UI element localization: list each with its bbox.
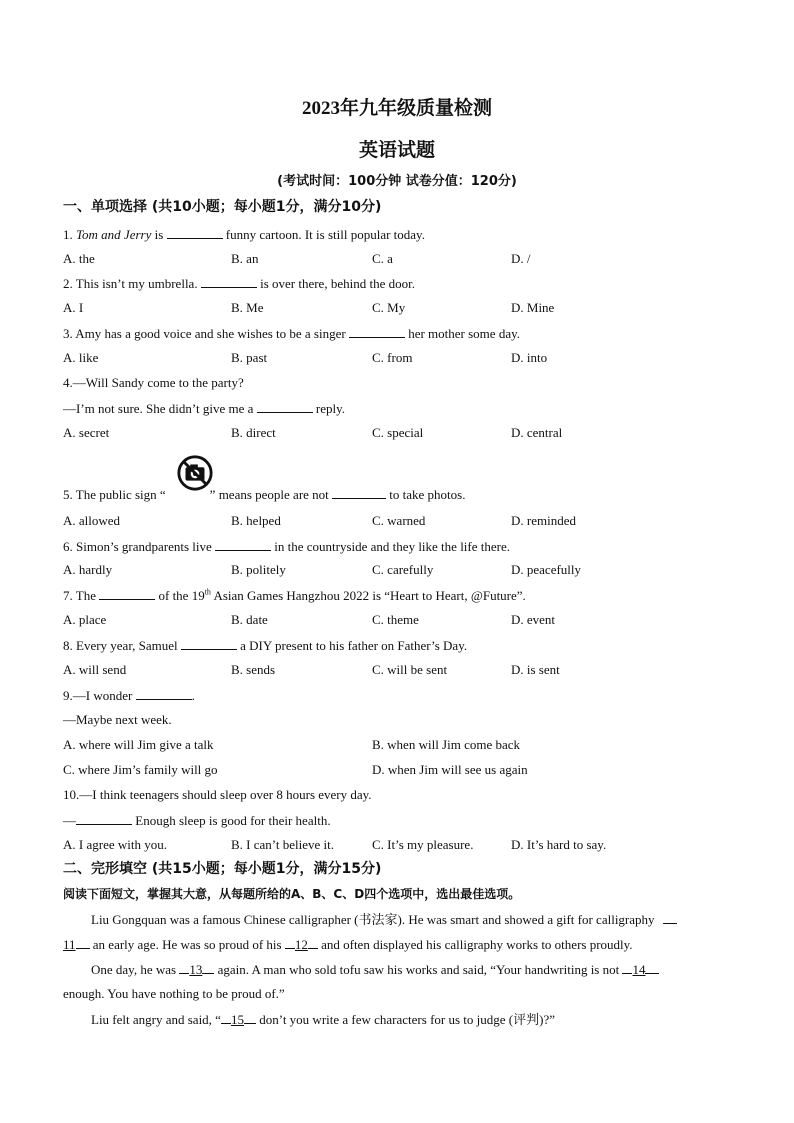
answer-blank <box>181 637 237 650</box>
answer-blank <box>663 911 677 924</box>
blank-12: 12 <box>294 937 308 952</box>
q9-option-d: D. when Jim will see us again <box>372 762 528 777</box>
q9-option-a: A. where will Jim give a talk <box>63 737 214 752</box>
blank-14: 14 <box>632 962 646 977</box>
q5-option-c: C. warned <box>372 513 426 528</box>
blank-15: 15 <box>230 1012 244 1027</box>
q2-option-c: C. My <box>372 300 406 315</box>
q10-option-b: B. I can’t believe it. <box>231 837 335 852</box>
q3-option-b: B. past <box>231 350 268 365</box>
q10-option-d: D. It’s hard to say. <box>511 837 607 852</box>
q5-option-d: D. reminded <box>511 513 576 528</box>
q9-option-b: B. when will Jim come back <box>372 737 521 752</box>
q6-option-c: C. carefully <box>372 562 434 577</box>
question-1: 1. Tom and Jerry is funny cartoon. It is still popular today. <box>63 227 425 242</box>
q1-option-d: D. / <box>511 251 531 266</box>
answer-blank <box>332 486 386 499</box>
q10-option-c: C. It’s my pleasure. <box>372 837 474 852</box>
question-4-line1: 4.—Will Sandy come to the party? <box>63 375 244 390</box>
question-10-line1: 10.—I think teenagers should sleep over 8 hours every day. <box>63 787 372 802</box>
q1-option-a: A. the <box>63 251 95 266</box>
q4-option-a: A. secret <box>63 425 110 440</box>
q2-option-d: D. Mine <box>511 300 555 315</box>
answer-blank <box>136 687 192 700</box>
q3-option-a: A. like <box>63 350 99 365</box>
exam-info: (考试时间：100分钟 试卷分值：120分) <box>277 174 517 189</box>
section2-instruction: 阅读下面短文，掌握其大意，从每题所给的A、B、C、D四个选项中，选出最佳选项。 <box>63 887 521 901</box>
page-subtitle: 英语试题 <box>358 140 435 161</box>
q10-option-a: A. I agree with you. <box>63 837 167 852</box>
q6-option-b: B. politely <box>231 562 286 577</box>
passage-line-2: 11 an early age. He was so proud of his 12 and often displayed his calligraphy works to others proudly. <box>63 937 633 952</box>
blank-11: 11 <box>63 937 76 952</box>
blank-13: 13 <box>189 962 203 977</box>
q6-option-d: D. peacefully <box>511 562 582 577</box>
answer-blank <box>167 226 223 239</box>
passage-line-3: One day, he was 13 again. A man who sold tofu saw his works and said, “Your handwriting is not 14 <box>91 961 659 978</box>
question-9-line2: —Maybe next week. <box>63 712 172 727</box>
q4-option-d: D. central <box>511 425 563 440</box>
q7-option-a: A. place <box>63 612 107 627</box>
q2-option-a: A. I <box>63 300 84 315</box>
answer-blank <box>257 400 313 413</box>
q3-option-c: C. from <box>372 350 413 365</box>
q8-option-d: D. is sent <box>511 662 560 677</box>
question-5: 5. The public sign “ ” means people are not to take photos. <box>63 487 466 502</box>
q5-option-b: B. helped <box>231 513 281 528</box>
q9-option-c: C. where Jim’s family will go <box>63 762 218 777</box>
q8-option-c: C. will be sent <box>372 662 448 677</box>
q4-option-b: B. direct <box>231 425 276 440</box>
q7-option-c: C. theme <box>372 612 419 627</box>
question-6: 6. Simon’s grandparents live in the countryside and they like the life there. <box>63 539 510 554</box>
section2-heading: 二、完形填空 (共15小题；每小题1分，满分15分) <box>63 861 382 877</box>
answer-blank <box>76 812 132 825</box>
answer-blank <box>349 325 405 338</box>
page-title: 2023年九年级质量检测 <box>301 98 492 119</box>
passage-line-4: enough. You have nothing to be proud of.” <box>63 986 285 1001</box>
q5-option-a: A. allowed <box>63 513 121 528</box>
q1-option-b: B. an <box>231 251 259 266</box>
answer-blank <box>215 538 271 551</box>
q4-option-c: C. special <box>372 425 424 440</box>
question-4-line2: —I’m not sure. She didn’t give me a reply. <box>63 401 346 416</box>
question-10-line2: — Enough sleep is good for their health. <box>63 813 331 828</box>
passage-line-1: Liu Gongquan was a famous Chinese calligrapher (书法家). He was smart and showed a gift for calligraphy <box>91 911 677 928</box>
q3-option-d: D. into <box>511 350 548 365</box>
q8-option-b: B. sends <box>231 662 276 677</box>
question-2: 2. This isn’t my umbrella. is over there, behind the door. <box>63 276 415 291</box>
question-7: 7. The of the 19th Asian Games Hangzhou 2022 is “Heart to Heart, @Future”. <box>63 587 526 603</box>
section1-heading: 一、单项选择 (共10小题；每小题1分，满分10分) <box>63 199 382 215</box>
passage-line-5: Liu felt angry and said, “ 15 don’t you write a few characters for us to judge (评判)?” <box>91 1012 555 1027</box>
question-3: 3. Amy has a good voice and she wishes to be a singer her mother some day. <box>63 326 520 341</box>
q7-option-d: D. event <box>511 612 556 627</box>
answer-blank <box>99 587 155 600</box>
question-9-line1: 9.—I wonder . <box>63 688 195 703</box>
q7-option-b: B. date <box>231 612 268 627</box>
q6-option-a: A. hardly <box>63 562 113 577</box>
q8-option-a: A. will send <box>63 662 127 677</box>
answer-blank <box>201 275 257 288</box>
q1-option-c: C. a <box>372 251 393 266</box>
q2-option-b: B. Me <box>231 300 264 315</box>
question-8: 8. Every year, Samuel a DIY present to his father on Father’s Day. <box>63 638 468 653</box>
